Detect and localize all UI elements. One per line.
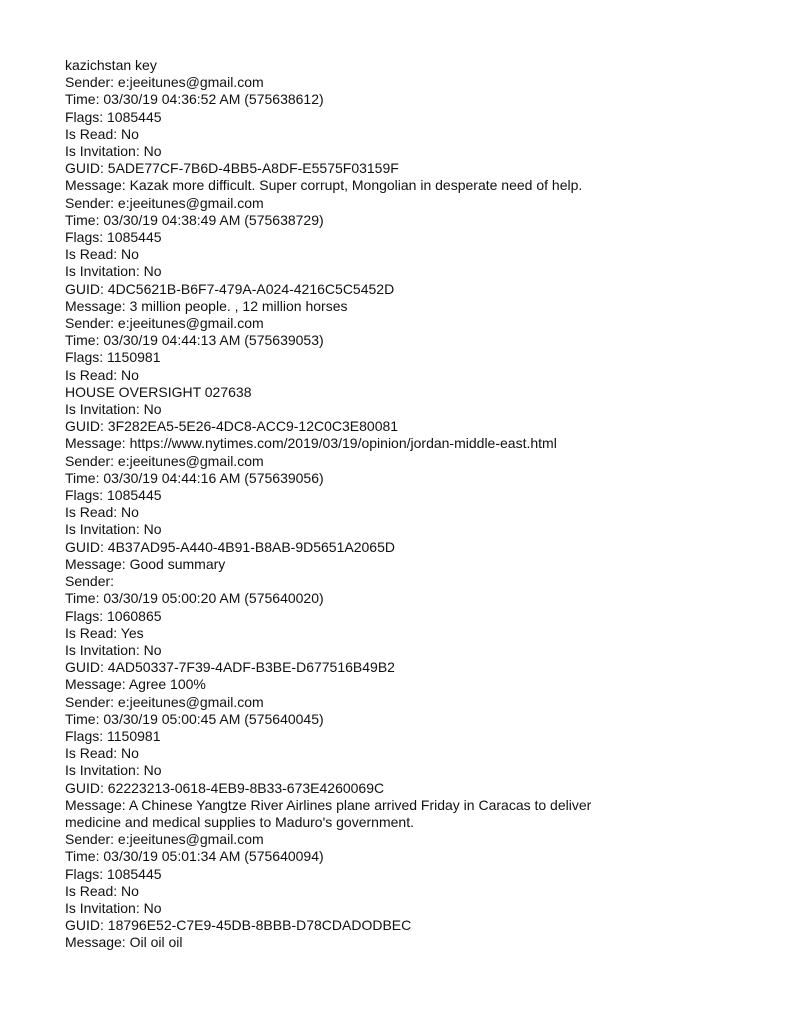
document-line: Time: 03/30/19 04:44:16 AM (575639056)	[65, 469, 324, 486]
document-line: Time: 03/30/19 04:38:49 AM (575638729)	[65, 211, 324, 228]
document-line: Is Invitation: No	[65, 762, 162, 779]
document-line: Time: 03/30/19 05:00:45 AM (575640045)	[65, 710, 324, 727]
document-line: Sender: e:jeeitunes@gmail.com	[65, 194, 264, 211]
document-line: Is Invitation: No	[65, 401, 162, 418]
document-line: Message: https://www.nytimes.com/2019/03/19/opinion/jordan-middle-east.html	[65, 435, 557, 452]
document-text	[65, 57, 765, 952]
document-line: GUID: 4AD50337-7F39-4ADF-B3BE-D677516B49B2	[65, 659, 395, 676]
document-line: Is Invitation: No	[65, 641, 162, 658]
document-line: Is Invitation: No	[65, 263, 162, 280]
document-line: Flags: 1060865	[65, 607, 162, 624]
document-line: Sender: e:jeeitunes@gmail.com	[65, 74, 264, 91]
document-line: Flags: 1085445	[65, 108, 162, 125]
document-line: Time: 03/30/19 05:00:20 AM (575640020)	[65, 590, 324, 607]
document-line: Flags: 1085445	[65, 229, 162, 246]
document-line: Message: 3 million people. , 12 million horses	[65, 297, 348, 314]
document-line: Flags: 1150981	[65, 727, 161, 744]
document-line: GUID: 5ADE77CF-7B6D-4BB5-A8DF-E5575F03159F	[65, 160, 399, 177]
document-line: medicine and medical supplies to Maduro's government.	[65, 813, 414, 830]
document-line: Sender:	[65, 573, 115, 590]
document-line: GUID: 3F282EA5-5E26-4DC8-ACC9-12C0C3E80081	[65, 418, 399, 435]
document-line: GUID: 4DC5621B-B6F7-479A-A024-4216C5C5452D	[65, 280, 395, 297]
document-line: GUID: 4B37AD95-A440-4B91-B8AB-9D5651A2065D	[65, 538, 395, 555]
document-line: GUID: 18796E52-C7E9-45DB-8BBB-D78CDADODBEC	[65, 917, 412, 934]
document-line: Flags: 1085445	[65, 865, 162, 882]
document-line: Is Invitation: No	[65, 899, 162, 916]
document-line: Flags: 1085445	[65, 487, 162, 504]
document-line: Is Read: No	[65, 366, 139, 383]
document-line: Is Read: No	[65, 125, 139, 142]
document-line: Time: 03/30/19 05:01:34 AM (575640094)	[65, 848, 324, 865]
document-line: Message: Kazak more difficult. Super corrupt, Mongolian in desperate need of help.	[65, 177, 583, 194]
document-line: Is Invitation: No	[65, 143, 162, 160]
document-line: Is Read: No	[65, 246, 139, 263]
document-line: Sender: e:jeeitunes@gmail.com	[65, 693, 264, 710]
document-line: Is Read: No	[65, 882, 139, 899]
document-line: Message: Oil oil oil	[65, 934, 183, 951]
document-line: Message: A Chinese Yangtze River Airlines plane arrived Friday in Caracas to deliver	[65, 796, 592, 813]
document-line: Flags: 1150981	[65, 349, 161, 366]
document-line: Is Read: Yes	[65, 624, 144, 641]
document-line: Sender: e:jeeitunes@gmail.com	[65, 315, 264, 332]
document-line: kazichstan key	[65, 57, 157, 73]
document-line: Is Invitation: No	[65, 521, 162, 538]
document-line: Message: Good summary	[65, 555, 226, 572]
document-line: HOUSE OVERSIGHT 027638	[65, 383, 252, 400]
document-line: Sender: e:jeeitunes@gmail.com	[65, 831, 264, 848]
document-line: Time: 03/30/19 04:44:13 AM (575639053)	[65, 332, 324, 349]
document-line: Is Read: No	[65, 745, 139, 762]
document-line: Is Read: No	[65, 504, 139, 521]
document-line: Message: Agree 100%	[65, 676, 206, 693]
document-line: Time: 03/30/19 04:36:52 AM (575638612)	[65, 91, 324, 108]
document-line: Sender: e:jeeitunes@gmail.com	[65, 452, 264, 469]
document-line: GUID: 62223213-0618-4EB9-8B33-673E4260069C	[65, 779, 385, 796]
